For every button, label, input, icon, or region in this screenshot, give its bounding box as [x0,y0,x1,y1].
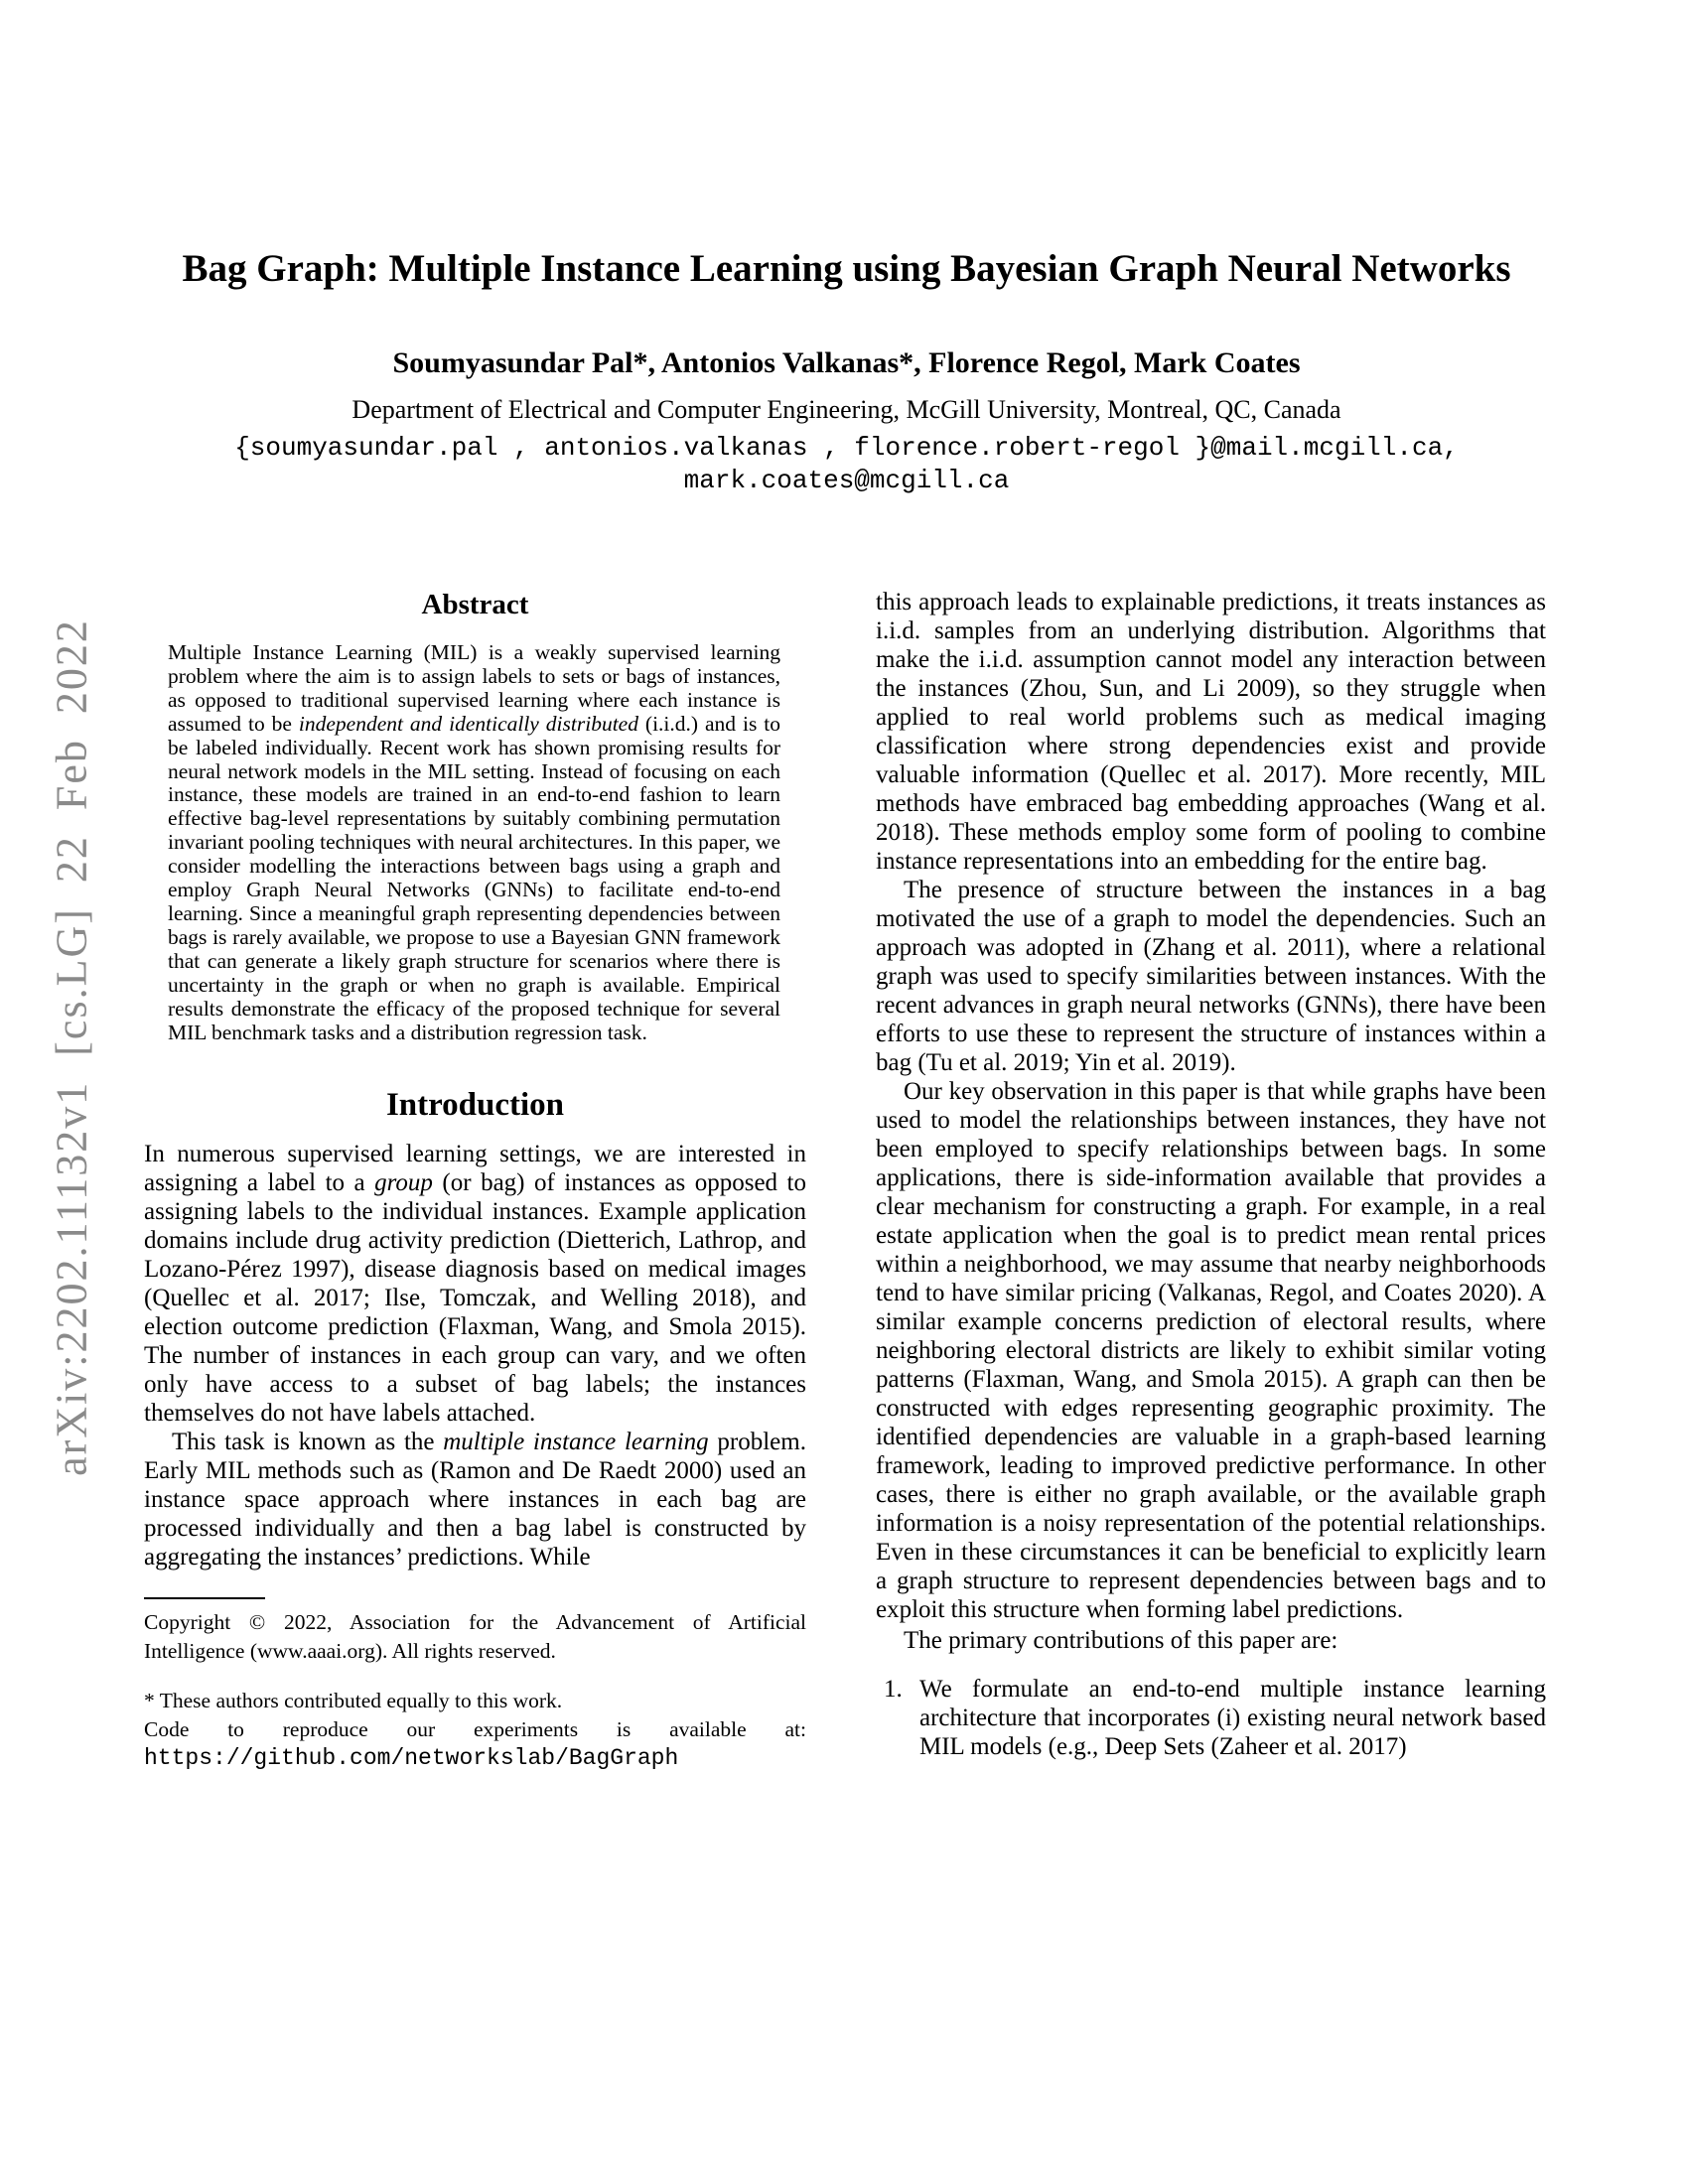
contribution-item-1 [876,1675,1546,1761]
footnote-rule [144,1597,265,1599]
contributions-intro: The primary contributions of this paper are: [904,1627,1338,1654]
right-paragraph-3: Our key observation in this paper is that while graphs have been used to model the relationships between instances, they have not been employed to specify relationships between bags. In some applications, there is side-information available that provides a clear mechanism for constructing a graph. For example, in a real estate application when the goal is to predict mean rental prices within a neighborhood, we may assume that nearby neighborhoods tend to have similar pricing (Valkanas, Regol, and Coates 2020). A similar example concerns prediction of electoral results, where neighboring electoral districts are likely to exhibit similar voting patterns (Flaxman, Wang, and Smola 2015). A graph can then be constructed with edges representing geographic proximity. The identified dependencies are valuable in a graph-based learning framework, leading to improved predictive performance. In other cases, there is either no graph available, or the available graph information is a noisy representation of the potential relationships. Even in these circumstances it can be beneficial to explicitly learn a graph structure to represent dependencies between bags and to exploit this structure when forming label predictions. [876,1078,1546,1623]
list-item-number: 1. [884,1676,903,1703]
left-column [144,588,806,1773]
affiliation-line: Department of Electrical and Computer Engineering, McGill University, Montreal, QC, Canada [352,395,1341,424]
code-repository-link[interactable]: https://github.com/networkslab/BagGraph [144,1745,679,1772]
intro-paragraph-1: In numerous supervised learning settings, we are interested in assigning a label to a group (or bag) of instances as opposed to assigning labels to the individual instances. Example application domains include drug activity prediction (Dietterich, Lathrop, and Lozano-Pérez 1997), disease diagnosis based on medical images (Quellec et al. 2017; Ilse, Tomczak, and Welling 2018), and election outcome prediction (Flaxman, Wang, and Smola 2015). The number of instances in each group can vary, and we often only have access to a subset of bag labels; the instances themselves do not have labels attached. [144,1141,806,1428]
right-paragraph-1: this approach leads to explainable predictions, it treats instances as i.i.d. samples from an underlying distribution. Algorithms that make the i.i.d. assumption cannot model any interaction between the instances (Zhou, Sun, and Li 2009), so they struggle when applied to real world problems such as medical imaging classification where strong dependencies exist and provide valuable information (Quellec et al. 2017). More recently, MIL methods have embraced bag embedding approaches (Wang et al. 2018). These methods employ some form of pooling to combine instance representations into an embedding for the entire bag. [876,589,1546,875]
introduction-heading: Introduction [385,1087,565,1124]
code-availability-note [144,1715,806,1773]
intro-paragraph-2: This task is known as the multiple instance learning problem. Early MIL methods such as (Ramon and De Raedt 2000) used an instance space approach where instances in each bag are processed individually and then a bag label is constructed by aggregating the instances’ predictions. While [144,1429,806,1571]
paper-header [144,246,1549,497]
copyright-notice: Copyright © 2022, Association for the Advancement of Artificial Intelligence (www.aaai.org). All rights reserved. [144,1610,806,1663]
list-item-text: We formulate an end-to-end multiple instance learning architecture that incorporates (i) existing neural network based MIL models (e.g., Deep Sets (Zaheer et al. 2017) [919,1676,1546,1760]
paper-title: Bag Graph: Multiple Instance Learning using Bayesian Graph Neural Networks [182,247,1511,290]
email-line-1: {soumyasundar.pal , antonios.valkanas , florence.robert-regol }@mail.mcgill.ca, [234,433,1459,463]
authors-line: Soumyasundar Pal*, Antonios Valkanas*, Florence Regol, Mark Coates [392,346,1301,379]
equal-contribution-note: * These authors contributed equally to this work. [144,1689,563,1713]
arxiv-watermark: arXiv:2202.11132v1 [cs.LG] 22 Feb 2022 [47,618,96,1476]
abstract-heading: Abstract [421,589,529,620]
abstract-body: Multiple Instance Learning (MIL) is a weakly supervised learning problem where the aim is to assign labels to sets or bags of instances, as opposed to traditional supervised learning where each instance is assumed to be independent and identically distributed (i.i.d.) and is to be labeled individually. Recent work has shown promising results for neural network models in the MIL setting. Instead of focusing on each instance, these models are trained in an end-to-end fashion to learn effective bag-level representations by suitably combining permutation invariant pooling techniques with neural architectures. In this paper, we consider modelling the interactions between bags using a graph and employ Graph Neural Networks (GNNs) to facilitate end-to-end learning. Since a meaningful graph representing dependencies between bags is rarely available, we propose to use a Bayesian GNN framework that can generate a likely graph structure for scenarios where there is uncertainty in the graph or when no graph is available. Empirical results demonstrate the efficacy of the proposed technique for several MIL benchmark tasks and a distribution regression task. [168,640,780,1044]
right-paragraph-2: The presence of structure between the instances in a bag motivated the use of a graph to model the dependencies. Such an approach was adopted in (Zhang et al. 2011), where a relational graph was used to specify similarities between instances. With the recent advances in graph neural networks (GNNs), there have been efforts to use these to represent the structure of instances within a bag (Tu et al. 2019; Yin et al. 2019). [876,877,1546,1076]
footnote-block [144,1597,806,1773]
email-line-2: mark.coates@mcgill.ca [683,466,1010,495]
code-availability-text: Code to reproduce our experiments is available at: [144,1716,806,1741]
right-column [876,588,1546,1761]
